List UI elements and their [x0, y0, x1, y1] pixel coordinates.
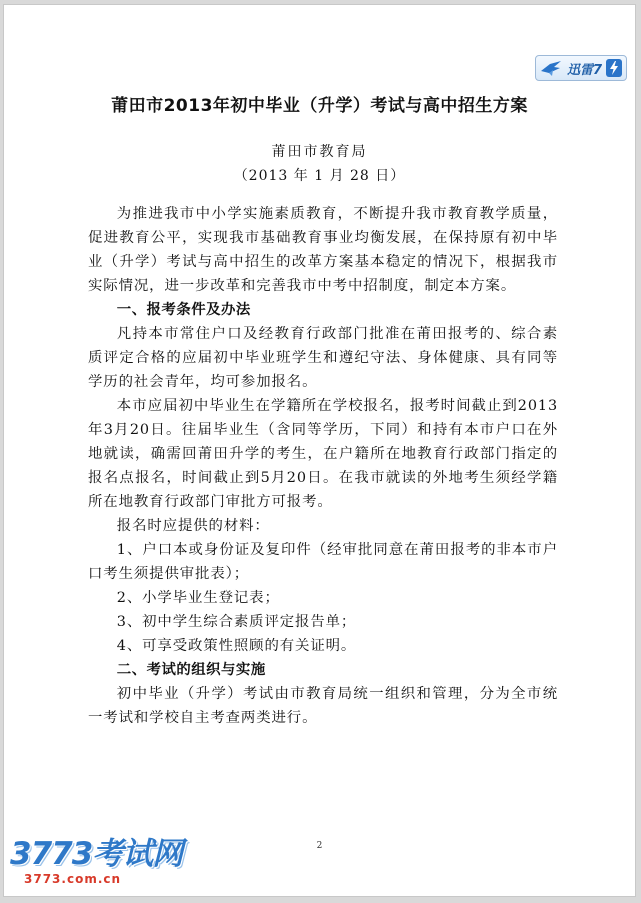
- issuing-organization: 莆田市教育局: [271, 144, 368, 160]
- xunlei-download-badge[interactable]: [535, 55, 627, 81]
- watermark-main-text: 3773考试网: [10, 836, 183, 872]
- paragraph-materials-intro: 报名时应提供的材料：: [116, 518, 270, 534]
- section-heading-1: 一、报考条件及办法: [116, 302, 251, 318]
- lightning-icon: [606, 59, 622, 77]
- paragraph-eligibility: 凡持本市常住户口及经教育行政部门批准在莆田报考的、综合素质评定合格的应届初中毕业班学生和遵纪守法、身体健康、具有同等学历的社会青年，均可参加报名。: [88, 326, 558, 390]
- issue-date: （2013 年 1 月 28 日）: [233, 168, 406, 184]
- intro-paragraph: 为推进我市中小学实施素质教育，不断提升我市教育教学质量，促进教育公平，实现我市基础教育事业均衡发展，在保持原有初中毕业（升学）考试与高中招生的改革方案基本稳定的情况下，根据我市实际情况，进一步改革和完善我市中考中招制度，制定本方案。: [88, 206, 558, 294]
- document-title: 莆田市2013年初中毕业（升学）考试与高中招生方案: [111, 96, 528, 116]
- list-item-materials-2: 2、小学毕业生登记表；: [116, 590, 280, 606]
- document-page: [3, 4, 636, 897]
- bird-icon: [540, 59, 562, 77]
- paragraph-exam-organization: 初中毕业（升学）考试由市教育局统一组织和管理，分为全市统一考试和学校自主考查两类进行。: [88, 686, 558, 726]
- badge-label: 迅雷7: [566, 62, 602, 78]
- watermark-url: 3773.com.cn: [24, 872, 122, 886]
- paragraph-registration: 本市应届初中毕业生在学籍所在学校报名，报考时间截止到2013年3月20日。往届毕业生（含同等学历，下同）和持有本市户口在外地就读，确需回莆田升学的考生，在户籍所在地教育行政部门指定的报名点报名，时间截止到5月20日。在我市就读的外地考生须经学籍所在地教育行政部门审批方可报考。: [88, 398, 558, 510]
- site-watermark-logo: [10, 837, 182, 887]
- list-item-materials-3: 3、初中学生综合素质评定报告单；: [116, 614, 357, 630]
- list-item-materials-1: 1、户口本或身份证及复印件（经审批同意在莆田报考的非本市户口考生须提供审批表）；: [88, 542, 558, 582]
- section-heading-2: 二、考试的组织与实施: [116, 662, 266, 678]
- list-item-materials-4: 4、可享受政策性照顾的有关证明。: [116, 638, 357, 654]
- page-number: 2: [316, 841, 323, 851]
- document-body: [88, 202, 558, 730]
